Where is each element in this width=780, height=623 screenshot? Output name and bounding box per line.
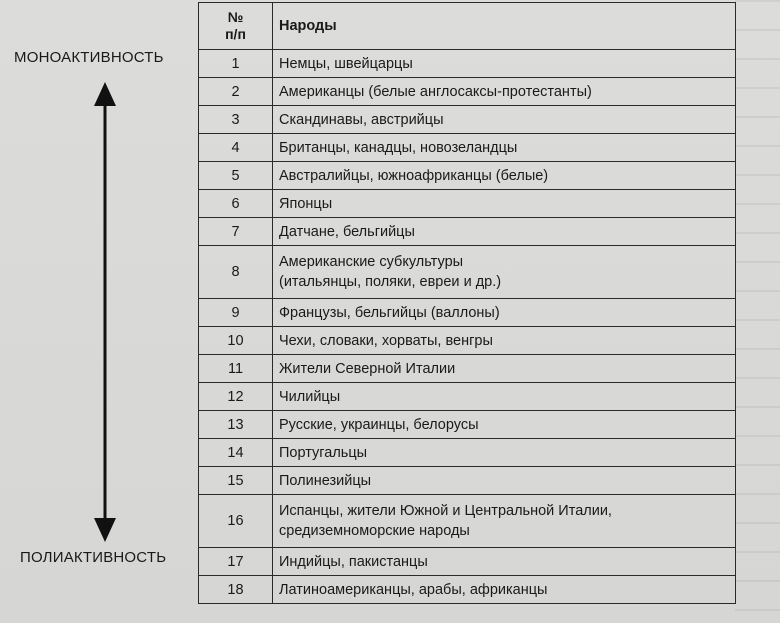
table-header-row [199, 3, 736, 50]
table-row [199, 218, 736, 246]
row-number: 3 [199, 106, 273, 134]
row-number: 9 [199, 299, 273, 327]
row-peoples: Японцы [273, 190, 736, 218]
bleed-through-text [735, 0, 780, 623]
row-peoples: Американские субкультуры (итальянцы, поляки, евреи и др.) [273, 246, 736, 299]
table-row [199, 190, 736, 218]
row-number: 7 [199, 218, 273, 246]
row-peoples: Скандинавы, австрийцы [273, 106, 736, 134]
row-peoples: Жители Северной Италии [273, 355, 736, 383]
row-peoples: Датчане, бельгийцы [273, 218, 736, 246]
row-peoples: Чехи, словаки, хорваты, венгры [273, 327, 736, 355]
table-row [199, 467, 736, 495]
row-peoples: Полинезийцы [273, 467, 736, 495]
table-row [199, 134, 736, 162]
row-number: 18 [199, 576, 273, 604]
row-number: 6 [199, 190, 273, 218]
header-number: № п/п [199, 3, 273, 50]
table-row [199, 576, 736, 604]
row-number: 16 [199, 495, 273, 548]
row-peoples: Латиноамериканцы, арабы, африканцы [273, 576, 736, 604]
row-number: 14 [199, 439, 273, 467]
table-row [199, 78, 736, 106]
row-peoples: Португальцы [273, 439, 736, 467]
table-row [199, 162, 736, 190]
table-row [199, 548, 736, 576]
row-peoples: Британцы, канадцы, новозеландцы [273, 134, 736, 162]
table-row [199, 383, 736, 411]
row-peoples: Русские, украинцы, белорусы [273, 411, 736, 439]
row-peoples: Индийцы, пакистанцы [273, 548, 736, 576]
row-number: 4 [199, 134, 273, 162]
table-row [199, 299, 736, 327]
table-row [199, 439, 736, 467]
table-row [199, 495, 736, 548]
table-row [199, 106, 736, 134]
row-peoples: Немцы, швейцарцы [273, 50, 736, 78]
row-number: 10 [199, 327, 273, 355]
row-peoples: Американцы (белые англосаксы-протестанты) [273, 78, 736, 106]
row-peoples: Австралийцы, южноафриканцы (белые) [273, 162, 736, 190]
row-number: 5 [199, 162, 273, 190]
table-row [199, 50, 736, 78]
double-headed-arrow-icon [93, 82, 117, 542]
row-number: 8 [199, 246, 273, 299]
peoples-table [198, 2, 736, 604]
polyactivity-label: ПОЛИАКТИВНОСТЬ [20, 549, 167, 566]
header-peoples: Народы [273, 3, 736, 50]
row-number: 15 [199, 467, 273, 495]
row-peoples: Чилийцы [273, 383, 736, 411]
row-number: 12 [199, 383, 273, 411]
row-number: 2 [199, 78, 273, 106]
row-number: 11 [199, 355, 273, 383]
row-peoples: Испанцы, жители Южной и Центральной Италии, средиземноморские народы [273, 495, 736, 548]
table-row [199, 411, 736, 439]
table-row [199, 327, 736, 355]
monoactivity-label: МОНОАКТИВНОСТЬ [14, 49, 164, 66]
row-number: 13 [199, 411, 273, 439]
table-row [199, 246, 736, 299]
table-row [199, 355, 736, 383]
row-peoples: Французы, бельгийцы (валлоны) [273, 299, 736, 327]
row-number: 1 [199, 50, 273, 78]
row-number: 17 [199, 548, 273, 576]
